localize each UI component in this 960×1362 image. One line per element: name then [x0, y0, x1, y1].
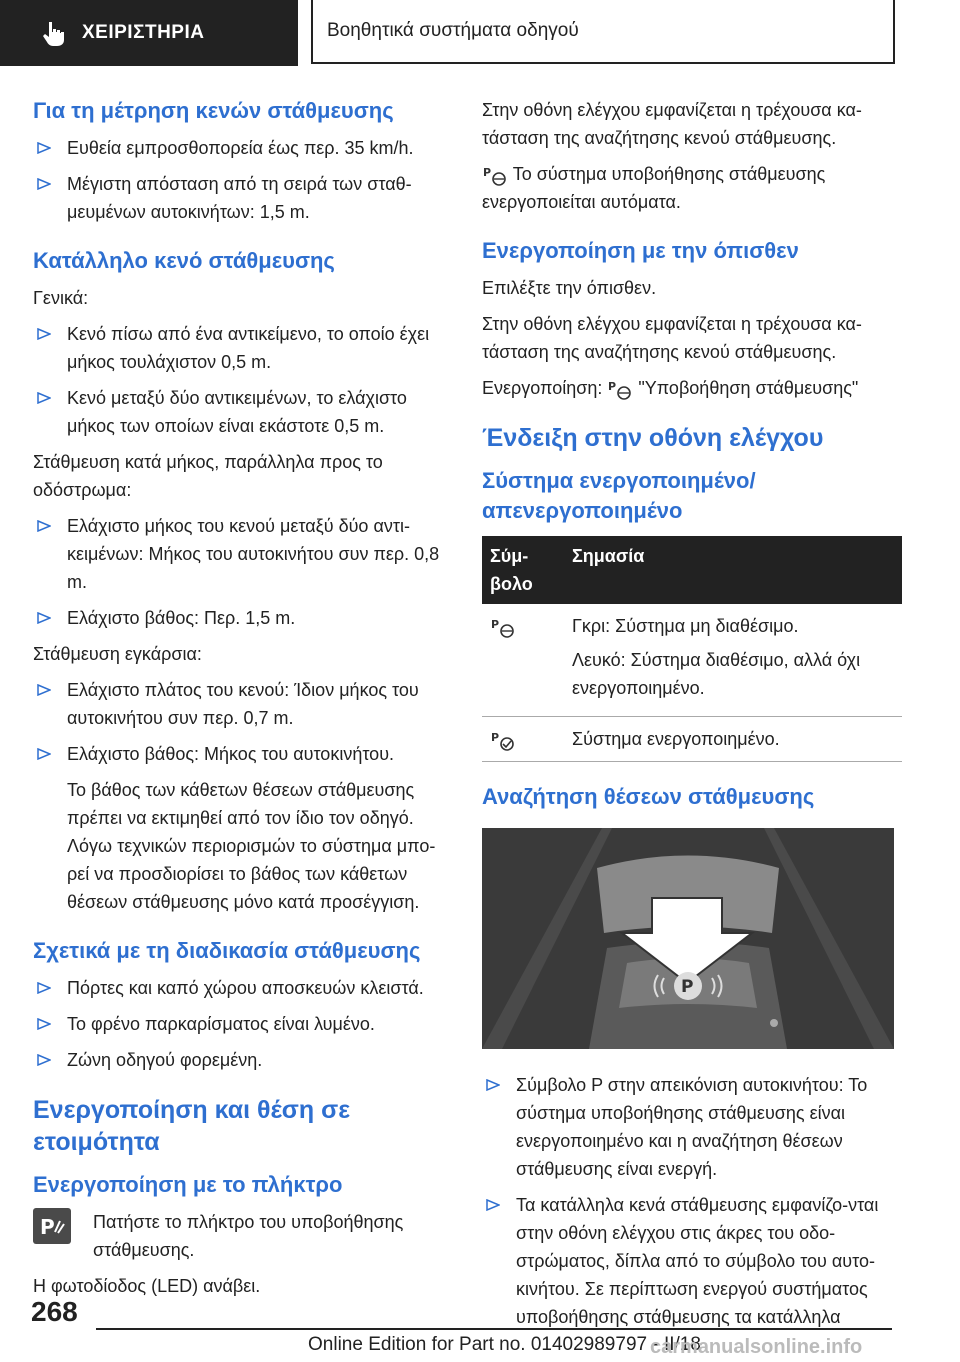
paragraph: Επιλέξτε την όπισθεν. — [482, 278, 657, 298]
heading-button: Ενεργοποίηση με το πλήκτρο — [33, 1172, 343, 1197]
section-tab — [0, 0, 298, 66]
button-instruction — [33, 1208, 455, 1264]
heading-search: Αναζήτηση θέσεων στάθμευσης — [482, 784, 815, 809]
table-cell — [482, 604, 564, 717]
table-header: Σύμ‐βολο — [482, 536, 564, 604]
triangle-bullet-icon — [37, 392, 51, 404]
list-item: Τα κατάλληλα κενά στάθμευσης εμφανίζο‐νται στην οθόνη ελέγχου στις άκρες του οδο‐στρώματος, δίπλα από το σύμβολο του αυτο‐κινήτου. Σε περίπτωση ενεργού συστήματος υποβοήθησης στάθμευσης τα κατάλληλα — [482, 1191, 902, 1331]
footer-divider — [96, 1328, 892, 1330]
chapter-title: Βοηθητικά συστήματα οδηγού — [327, 20, 579, 41]
perpendicular-note: Το βάθος των κάθετων θέσεων στάθμευσης πρέπει να εκτιμηθεί από τον ίδιο τον οδηγό. Λόγω τεχνικών περιορισμών το σύστημα μπο‐ρεί να προσδιορίσει το βάθος των κάθετων θέσεων στάθμευσης μόνο κατά προσέγγιση. — [67, 780, 436, 912]
park-assist-icon — [607, 378, 633, 400]
list-item: Σύμβολο P στην απεικόνιση αυτοκινήτου: Το σύστημα υποβοήθησης στάθμευσης είναι ενεργοποιημένο και η αναζήτηση θέσεων στάθμευσης είναι ενεργή. — [482, 1071, 902, 1183]
parking-search-illustration — [482, 828, 894, 1049]
heading-measure: Για τη μέτρηση κενών στάθμευσης — [33, 98, 394, 123]
park-assist-icon — [490, 616, 516, 638]
table-header: Σημασία — [564, 536, 902, 604]
perpendicular-list — [33, 676, 455, 768]
parking-p-icon — [37, 1212, 67, 1240]
chapter-header — [311, 0, 895, 64]
measure-list — [33, 134, 455, 226]
triangle-bullet-icon — [37, 1054, 51, 1066]
heading-suitable: Κατάλληλο κενό στάθμευσης — [33, 248, 335, 273]
list-item: Πόρτες και καπό χώρου αποσκευών κλειστά. — [33, 974, 455, 1002]
triangle-bullet-icon — [37, 142, 51, 154]
list-item: Το φρένο παρκαρίσματος είναι λυμένο. — [33, 1010, 455, 1038]
list-item: Ελάχιστο βάθος: Περ. 1,5 m. — [33, 604, 455, 632]
general-label: Γενικά: — [33, 288, 89, 308]
procedure-list — [33, 974, 455, 1074]
park-assist-button-icon — [33, 1208, 71, 1244]
list-item: Κενό πίσω από ένα αντικείμενο, το οποίο έχει μήκος τουλάχιστον 0,5 m. — [33, 320, 455, 376]
paragraph: Στην οθόνη ελέγχου εμφανίζεται η τρέχουσα κα‐τάσταση της αναζήτησης κενού στάθμευσης. — [482, 100, 862, 148]
triangle-bullet-icon — [37, 748, 51, 760]
paragraph: P Το σύστημα υποβοήθησης στάθμευσης ενεργοποιείται αυτόματα. — [482, 164, 826, 212]
car-parking-graphic — [482, 828, 894, 1049]
triangle-bullet-icon — [37, 178, 51, 190]
heading-display: Ένδειξη στην οθόνη ελέγχου — [482, 424, 824, 452]
left-column — [33, 96, 455, 1308]
paragraph: Ενεργοποίηση: P "Υποβοήθηση στάθμευσης" — [482, 374, 902, 402]
button-text: Πατήστε το πλήκτρο του υποβοήθησης στάθμευσης. — [93, 1212, 404, 1260]
list-item: Ευθεία εμπροσθοπορεία έως περ. 35 km/h. — [33, 134, 455, 162]
list-item: Ελάχιστο βάθος: Μήκος του αυτοκινήτου. — [33, 740, 455, 768]
parallel-list — [33, 512, 455, 632]
perpendicular-label: Στάθμευση εγκάρσια: — [33, 644, 202, 664]
table-row — [482, 604, 902, 717]
symbol-table — [482, 536, 902, 762]
page-number: 268 — [31, 1296, 78, 1327]
svg-text:P: P — [40, 1215, 55, 1239]
table-cell — [482, 717, 564, 762]
svg-text:P: P — [681, 977, 694, 997]
triangle-bullet-icon — [37, 684, 51, 696]
watermark: carmanualsonline.info — [650, 1336, 863, 1358]
list-item: Ζώνη οδηγού φορεμένη. — [33, 1046, 455, 1074]
svg-text:P: P — [608, 380, 617, 394]
heading-reverse: Ενεργοποίηση με την όπισθεν — [482, 238, 799, 263]
search-list — [482, 1071, 902, 1331]
table-header-row — [482, 536, 902, 604]
triangle-bullet-icon — [37, 328, 51, 340]
table-cell: Γκρι: Σύστημα μη διαθέσιμο. Λευκό: Σύστημα διαθέσιμο, αλλά όχι ενεργοποιημένο. — [564, 604, 902, 717]
svg-text:P: P — [491, 731, 500, 745]
list-item: Ελάχιστο μήκος του κενού μεταξύ δύο αντι‐κειμένων: Μήκος του αυτοκινήτου συν περ. 0,8 m. — [33, 512, 455, 596]
park-assist-icon — [482, 164, 508, 186]
svg-text:P: P — [491, 618, 500, 632]
heading-activation: Ενεργοποίηση και θέση σε ετοιμότητα — [33, 1096, 351, 1156]
led-text: Η φωτοδίοδος (LED) ανάβει. — [33, 1276, 261, 1296]
paragraph: Στην οθόνη ελέγχου εμφανίζεται η τρέχουσα κα‐τάσταση της αναζήτησης κενού στάθμευσης. — [482, 314, 862, 362]
section-title: ΧΕΙΡΙΣΤΗΡΙΑ — [82, 22, 205, 43]
triangle-bullet-icon — [486, 1199, 500, 1211]
list-item: Μέγιστη απόσταση από τη σειρά των σταθ‐μευμένων αυτοκινήτων: 1,5 m. — [33, 170, 455, 226]
list-item: Κενό μεταξύ δύο αντικειμένων, το ελάχιστο μήκος των οποίων είναι εκάστοτε 0,5 m. — [33, 384, 455, 440]
triangle-bullet-icon — [486, 1079, 500, 1091]
right-column — [482, 96, 902, 1339]
list-item: Ελάχιστο πλάτος του κενού: Ίδιον μήκος του αυτοκινήτου συν περ. 0,7 m. — [33, 676, 455, 732]
heading-procedure: Σχετικά με τη διαδικασία στάθμευσης — [33, 938, 421, 963]
triangle-bullet-icon — [37, 612, 51, 624]
heading-system: Σύστημα ενεργοποιημένο/απενεργοποιημένο — [482, 468, 756, 523]
svg-text:P: P — [483, 166, 492, 180]
table-row — [482, 717, 902, 762]
park-assist-active-icon — [490, 729, 516, 751]
triangle-bullet-icon — [37, 520, 51, 532]
hand-pointer-icon — [40, 19, 68, 47]
triangle-bullet-icon — [37, 982, 51, 994]
general-list — [33, 320, 455, 440]
triangle-bullet-icon — [37, 1018, 51, 1030]
edition-text: Online Edition for Part no. 01402989797 - II/18 — [308, 1334, 701, 1355]
table-cell: Σύστημα ενεργοποιημένο. — [564, 717, 902, 762]
parallel-label: Στάθμευση κατά μήκος, παράλληλα προς το οδόστρωμα: — [33, 452, 383, 500]
